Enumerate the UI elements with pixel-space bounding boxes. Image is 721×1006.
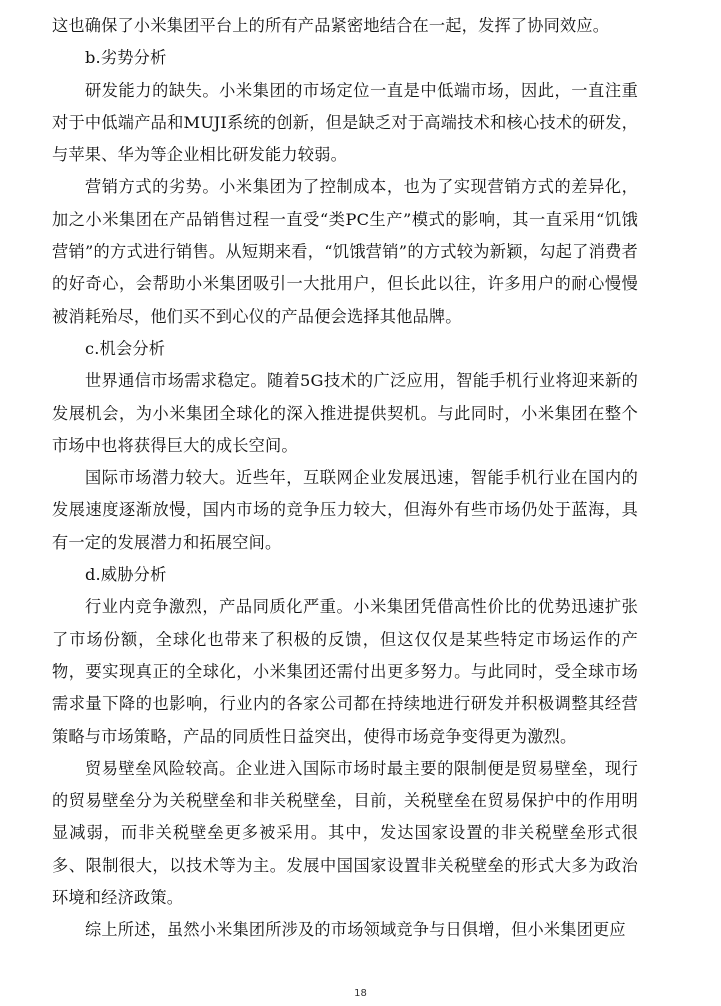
section-heading-threats: d.威胁分析	[85, 565, 167, 585]
paragraph-international-potential: 国际市场潜力较大。近些年，互联网企业发展迅速，智能手机行业在国内的发展速度逐渐放慢，国内市场的竞争压力较大，但海外有些市场仍处于蓝海，具有一定的发展潜力和拓展空间。	[52, 468, 638, 552]
paragraph-continuation: 这也确保了小米集团平台上的所有产品紧密地结合在一起，发挥了协同效应。	[52, 16, 610, 35]
paragraph-trade-barriers: 贸易壁垒风险较高。企业进入国际市场时最主要的限制便是贸易壁垒，现行的贸易壁垒分为关税壁垒和非关税壁垒，目前，关税壁垒在贸易保护中的作用明显减弱，而非关税壁垒更多被采用。其中，发达国家设置的非关税壁垒形式很多、限制很大，以技术等为主。发展中国国家设置非关税壁垒的形式大多为政治环境和经济政策。	[52, 758, 638, 908]
paragraph-summary: 综上所述，虽然小米集团所涉及的市场领域竞争与日俱增，但小米集团更应	[85, 920, 626, 940]
paragraph-competition: 行业内竞争激烈，产品同质化严重。小米集团凭借高性价比的优势迅速扩张了市场份额，全球化也带来了积极的反馈，但这仅仅是某些特定市场运作的产物，要实现真正的全球化，小米集团还需付出更多努力。与此同时，受全球市场需求量下降的也影响，行业内的各家公司都在持续地进行研发并积极调整其经营策略与市场策略，产品的同质性日益突出，使得市场竞争变得更为激烈。	[52, 597, 638, 746]
section-heading-weaknesses: b.劣势分析	[85, 48, 167, 68]
paragraph-marketing-weakness: 营销方式的劣势。小米集团为了控制成本，也为了实现营销方式的差异化，加之小米集团在产品销售过程一直受“类PC生产”模式的影响，其一直采用“饥饿营销”的方式进行销售。从短期来看，“饥饿营销”的方式较为新颖，勾起了消费者的好奇心，会帮助小米集团吸引一大批用户，但长此以往，许多用户的耐心慢慢被消耗殆尽，他们买不到心仪的产品便会选择其他品牌。	[52, 177, 638, 326]
section-heading-opportunities: c.机会分析	[85, 338, 166, 358]
document-body	[52, 10, 638, 947]
paragraph-rd-weakness: 研发能力的缺失。小米集团的市场定位一直是中低端市场，因此，一直注重对于中低端产品和MUJI系统的创新，但是缺乏对于高端技术和核心技术的研发，与苹果、华为等企业相比研发能力较弱。	[52, 80, 638, 165]
paragraph-market-demand: 世界通信市场需求稳定。随着5G技术的广泛应用，智能手机行业将迎来新的发展机会，为小米集团全球化的深入推进提供契机。与此同时，小米集团在整个市场中也将获得巨大的成长空间。	[52, 371, 638, 455]
page-number: 18	[354, 988, 367, 999]
